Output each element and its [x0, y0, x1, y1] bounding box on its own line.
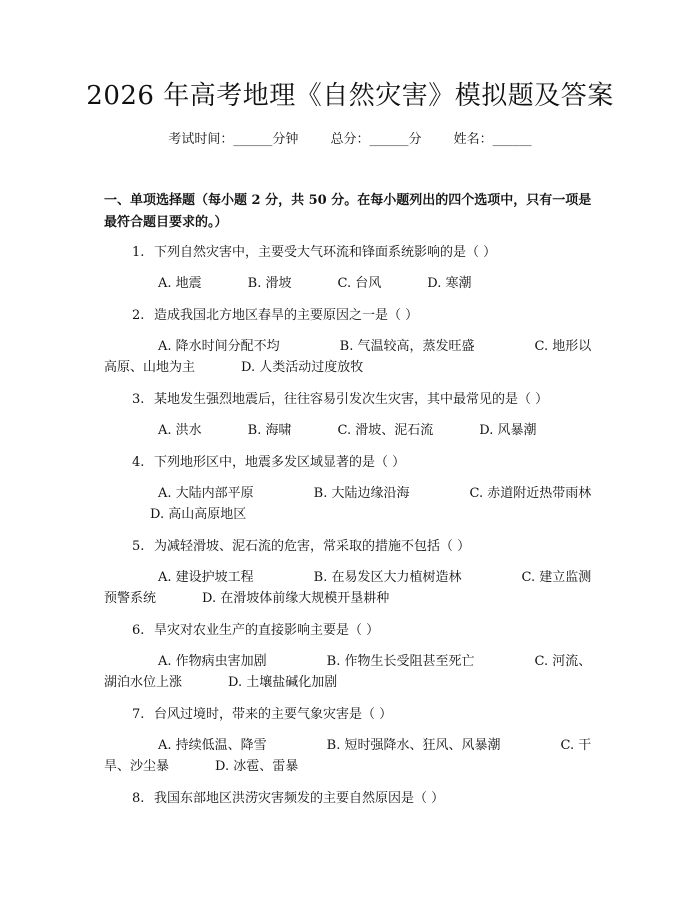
- option-group: [104, 420, 596, 441]
- option-d: D. 高山高原地区: [150, 507, 247, 522]
- total-score-field: 总分：______分: [330, 132, 422, 147]
- option-a: A. 降水时间分配不均: [158, 339, 280, 354]
- option-a: A. 持续低温、降雪: [158, 738, 267, 753]
- option-group: [104, 273, 596, 294]
- option-b: B. 气温较高，蒸发旺盛: [339, 339, 475, 354]
- question-number: 7.: [132, 707, 145, 722]
- question-stem: [104, 788, 596, 809]
- option-d: D. 风暴潮: [479, 423, 537, 438]
- option-b: B. 在易发区大力植树造林: [313, 570, 462, 585]
- question-text: 旱灾对农业生产的直接影响主要是（ ）: [154, 623, 380, 638]
- option-group: [104, 336, 596, 378]
- student-name-field: 姓名：______: [453, 132, 532, 147]
- option-c: C. 建立监测预警系统: [104, 570, 592, 606]
- section-heading: 一、单项选择题（每小题 2 分，共 50 分。在每小题列出的四个选项中，只有一项是最符合题目要求的。）: [104, 193, 592, 230]
- option-d: D. 土壤盐碱化加剧: [228, 675, 338, 690]
- question-number: 8.: [132, 791, 145, 806]
- exam-time-field: 考试时间：______分钟: [168, 132, 299, 147]
- option-b: B. 短时强降水、狂风、风暴潮: [326, 738, 501, 753]
- question-stem: [104, 536, 596, 557]
- option-d: D. 在滑坡体前缘大规模开垦耕种: [202, 591, 390, 606]
- question-number: 1.: [132, 245, 145, 260]
- question-number: 3.: [132, 392, 145, 407]
- question-number: 5.: [132, 539, 145, 554]
- option-group: [104, 735, 596, 777]
- question-text: 我国东部地区洪涝灾害频发的主要自然原因是（ ）: [154, 791, 445, 806]
- question-number: 4.: [132, 455, 145, 470]
- option-a: A. 大陆内部平原: [158, 486, 254, 501]
- option-d: D. 寒潮: [427, 276, 472, 291]
- option-group: [104, 483, 596, 525]
- option-c: C. 干旱、沙尘暴: [104, 738, 592, 774]
- question-text: 为减轻滑坡、泥石流的危害，常采取的措施不包括（ ）: [154, 539, 471, 554]
- question-number: 6.: [132, 623, 145, 638]
- option-c: C. 赤道附近热带雨林: [469, 486, 592, 501]
- option-b: B. 滑坡: [247, 276, 292, 291]
- question-list: [104, 242, 596, 819]
- option-b: B. 作物生长受阻甚至死亡: [326, 654, 475, 669]
- option-c: C. 地形以高原、山地为主: [104, 339, 592, 375]
- option-d: D. 冰雹、雷暴: [215, 759, 299, 774]
- question-stem: [104, 452, 596, 473]
- question-text: 下列地形区中，地震多发区域显著的是（ ）: [154, 455, 406, 470]
- question-stem: [104, 242, 596, 263]
- question-text: 某地发生强烈地震后，往往容易引发次生灾害，其中最常见的是（ ）: [154, 392, 549, 407]
- option-b: B. 大陆边缘沿海: [313, 486, 410, 501]
- option-d: D. 人类活动过度放牧: [241, 360, 364, 375]
- question-text: 造成我国北方地区春旱的主要原因之一是（ ）: [154, 308, 419, 323]
- option-a: A. 洪水: [158, 423, 202, 438]
- option-a: A. 建设护坡工程: [158, 570, 254, 585]
- option-c: C. 河流、湖泊水位上涨: [104, 654, 592, 690]
- question-stem: [104, 389, 596, 410]
- question-number: 2.: [132, 308, 145, 323]
- question-text: 下列自然灾害中，主要受大气环流和锋面系统影响的是（ ）: [154, 245, 497, 260]
- question-stem: [104, 704, 596, 725]
- option-group: [104, 651, 596, 693]
- option-b: B. 海啸: [247, 423, 292, 438]
- option-c: C. 滑坡、泥石流: [337, 423, 434, 438]
- question-stem: [104, 620, 596, 641]
- question-text: 台风过境时，带来的主要气象灾害是（ ）: [154, 707, 393, 722]
- exam-meta: [0, 130, 700, 150]
- page-title: 2026 年高考地理《自然灾害》模拟题及答案: [86, 81, 614, 111]
- option-c: C. 台风: [337, 276, 382, 291]
- option-group: [104, 567, 596, 609]
- option-a: A. 地震: [158, 276, 202, 291]
- option-a: A. 作物病虫害加剧: [158, 654, 267, 669]
- question-stem: [104, 305, 596, 326]
